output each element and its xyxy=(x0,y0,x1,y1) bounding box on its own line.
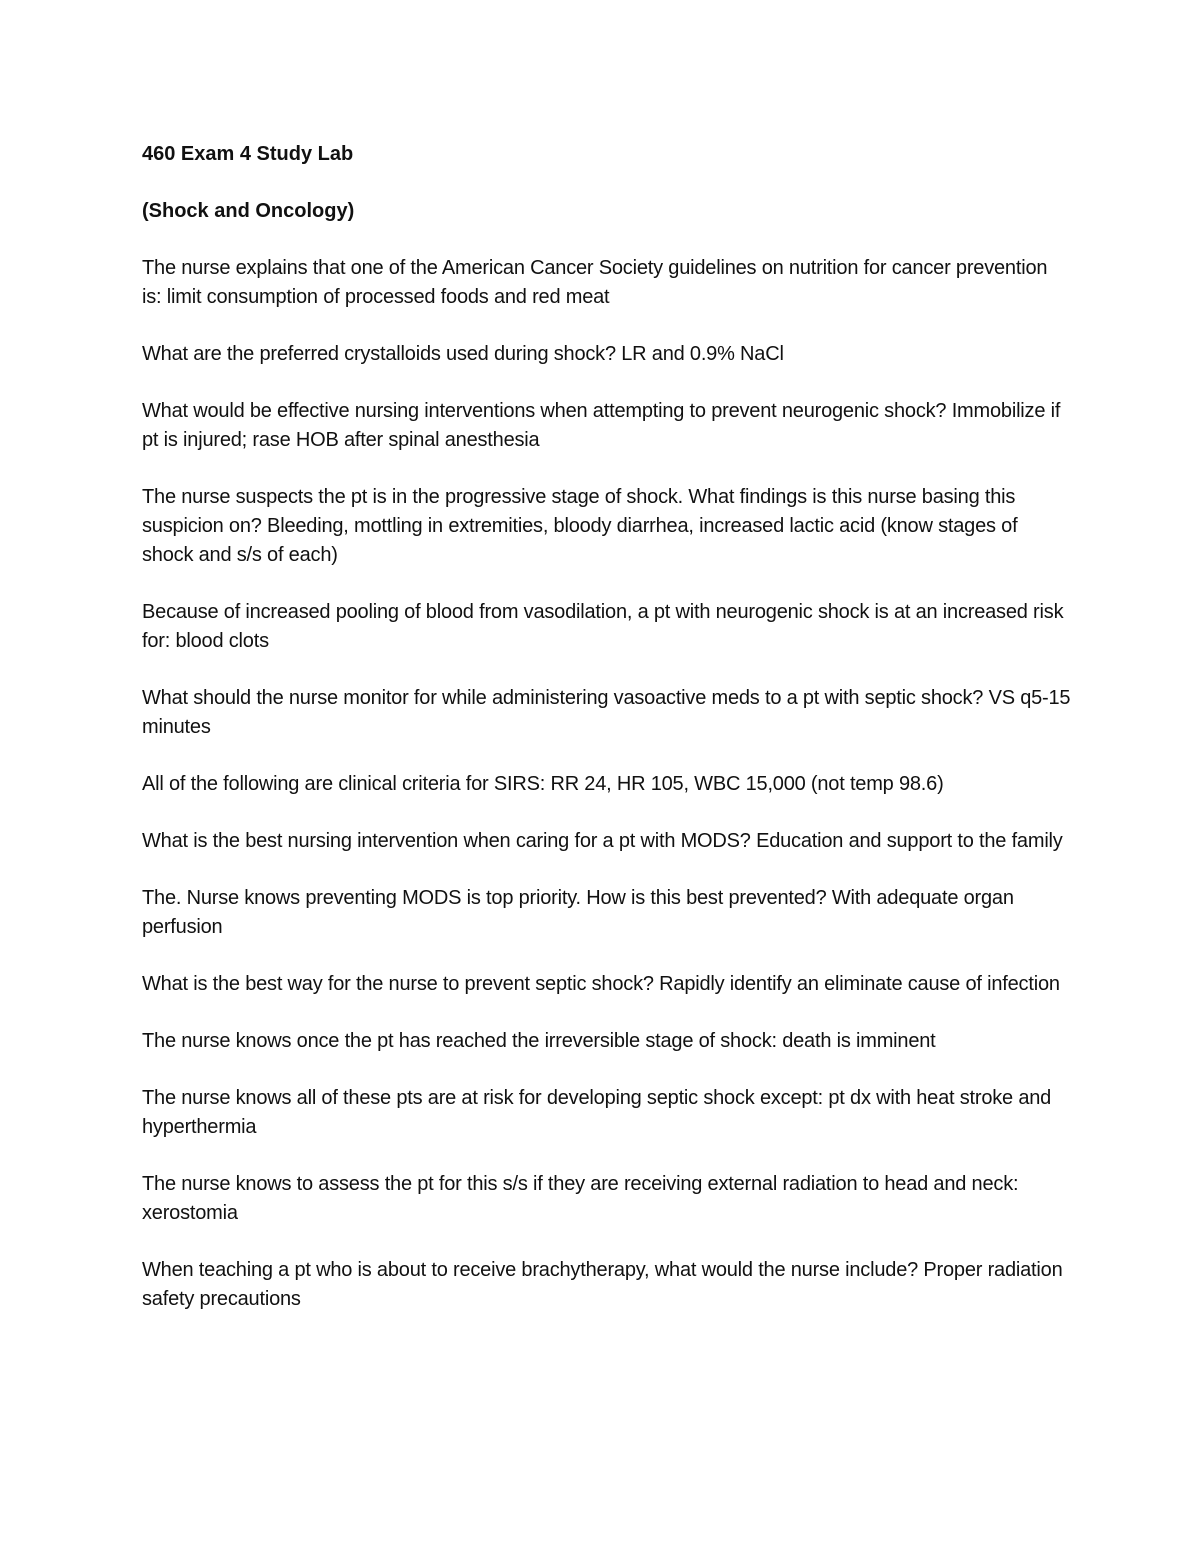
paragraph-sirs-criteria: All of the following are clinical criteria for SIRS: RR 24, HR 105, WBC 15,000 (not temp 98.6) xyxy=(142,773,944,795)
paragraph-blood-clots: Because of increased pooling of blood from vasodilation, a pt with neurogenic shock is at an increased risk for: blood clots xyxy=(142,601,1064,652)
paragraph-brachytherapy: When teaching a pt who is about to receive brachytherapy, what would the nurse include? Proper radiation safety precautions xyxy=(142,1259,1063,1310)
document-title: 460 Exam 4 Study Lab xyxy=(142,143,354,165)
paragraph-acs-nutrition: The nurse explains that one of the American Cancer Society guidelines on nutrition for cancer prevention is: limit consumption of processed foods and red meat xyxy=(142,257,1048,308)
paragraph-progressive-stage: The nurse suspects the pt is in the progressive stage of shock. What findings is this nurse basing this suspicion on? Bleeding, mottling in extremities, bloody diarrhea, increased lactic acid (know stages of shock and s/s of each) xyxy=(142,486,1018,566)
paragraph-xerostomia: The nurse knows to assess the pt for this s/s if they are receiving external radiation to head and neck: xerostomia xyxy=(142,1173,1019,1224)
document-content xyxy=(142,140,1072,1342)
paragraph-septic-prevention: What is the best way for the nurse to prevent septic shock? Rapidly identify an eliminate cause of infection xyxy=(142,973,1060,995)
paragraph-septic-risk-exception: The nurse knows all of these pts are at risk for developing septic shock except: pt dx with heat stroke and hyperthermia xyxy=(142,1087,1052,1138)
paragraph-crystalloids: What are the preferred crystalloids used during shock? LR and 0.9% NaCl xyxy=(142,343,784,365)
paragraph-mods-prevention: The. Nurse knows preventing MODS is top priority. How is this best prevented? With adequate organ perfusion xyxy=(142,887,1014,938)
paragraph-neurogenic-prevention: What would be effective nursing interventions when attempting to prevent neurogenic shock? Immobilize if pt is injured; rase HOB after spinal anesthesia xyxy=(142,400,1061,451)
paragraph-vasoactive-monitoring: What should the nurse monitor for while administering vasoactive meds to a pt with septic shock? VS q5-15 minutes xyxy=(142,687,1071,738)
paragraph-irreversible-stage: The nurse knows once the pt has reached the irreversible stage of shock: death is imminent xyxy=(142,1030,936,1052)
paragraph-mods-intervention: What is the best nursing intervention when caring for a pt with MODS? Education and support to the family xyxy=(142,830,1063,852)
document-subtitle: (Shock and Oncology) xyxy=(142,200,355,222)
